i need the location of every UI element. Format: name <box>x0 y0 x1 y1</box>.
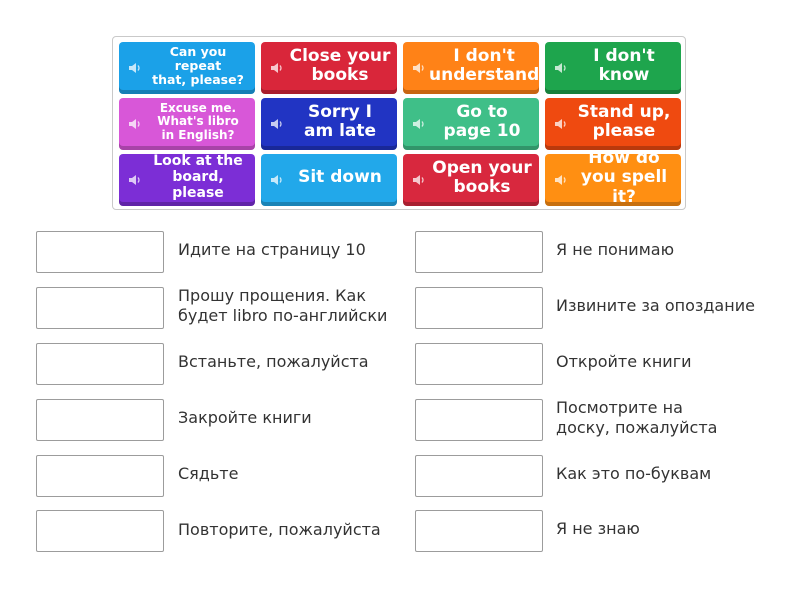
tile-label: I don't know <box>593 45 655 85</box>
answer-tile[interactable] <box>261 42 397 94</box>
tile-label: Stand up, please <box>577 101 671 141</box>
tile-label: How do you spell it? <box>580 148 668 207</box>
tile-label: Excuse me. What's libro in English? <box>157 100 239 142</box>
speaker-icon[interactable] <box>553 173 569 187</box>
answer-tile[interactable] <box>119 98 255 150</box>
prompt-text: Идите на страницу 10 <box>178 240 366 259</box>
answer-tile[interactable] <box>261 98 397 150</box>
speaker-icon[interactable] <box>553 61 569 75</box>
speaker-icon[interactable] <box>411 117 427 131</box>
speaker-icon[interactable] <box>411 173 427 187</box>
prompt-text: Откройте книги <box>556 352 692 371</box>
drop-zone[interactable] <box>36 231 164 273</box>
prompt-text: Я не понимаю <box>556 240 675 259</box>
speaker-icon[interactable] <box>269 173 285 187</box>
speaker-icon[interactable] <box>269 117 285 131</box>
speaker-icon[interactable] <box>127 117 143 131</box>
tile-label: Can you repeat that, please? <box>152 44 244 87</box>
speaker-icon[interactable] <box>269 61 285 75</box>
speaker-icon[interactable] <box>127 173 143 187</box>
tile-label: Go to page 10 <box>443 101 521 141</box>
prompt-text: Сядьте <box>178 464 239 483</box>
drop-zone[interactable] <box>36 510 164 552</box>
prompt-text: Прошу прощения. Как будет libro по-английски <box>178 286 388 325</box>
speaker-icon[interactable] <box>411 61 427 75</box>
speaker-icon[interactable] <box>553 117 569 131</box>
tile-label: Sit down <box>298 167 382 188</box>
drop-zone[interactable] <box>36 455 164 497</box>
speaker-icon[interactable] <box>127 61 143 75</box>
answer-tile[interactable] <box>119 154 255 206</box>
tile-label: Look at the board, please <box>153 153 243 201</box>
drop-zone[interactable] <box>415 510 543 552</box>
prompt-text: Повторите, пожалуйста <box>178 520 381 539</box>
tile-board <box>112 36 686 210</box>
drop-zone[interactable] <box>36 343 164 385</box>
drop-zone[interactable] <box>36 399 164 441</box>
prompt-text: Извините за опоздание <box>556 296 755 315</box>
drop-zone[interactable] <box>415 455 543 497</box>
answer-tile[interactable] <box>119 42 255 94</box>
tile-label: I don't understand <box>429 45 540 85</box>
answer-tile[interactable] <box>403 154 539 206</box>
prompt-text: Я не знаю <box>556 519 640 538</box>
answer-tile[interactable] <box>545 148 681 207</box>
drop-zone[interactable] <box>415 287 543 329</box>
answer-tile[interactable] <box>403 42 539 94</box>
tile-label: Open your books <box>432 157 532 197</box>
tile-label: Sorry I am late <box>303 101 377 141</box>
drop-zone[interactable] <box>36 287 164 329</box>
prompt-text: Как это по-буквам <box>556 464 712 483</box>
drop-zone[interactable] <box>415 343 543 385</box>
prompt-text: Закройте книги <box>178 408 312 427</box>
answer-tile[interactable] <box>403 98 539 150</box>
answer-tile[interactable] <box>261 154 397 206</box>
tile-label: Close your books <box>289 45 391 85</box>
drop-zone[interactable] <box>415 231 543 273</box>
answer-tile[interactable] <box>545 42 681 94</box>
prompt-text: Встаньте, пожалуйста <box>178 352 369 371</box>
drop-zone[interactable] <box>415 399 543 441</box>
answer-tile[interactable] <box>545 98 681 150</box>
prompt-text: Посмотрите на доску, пожалуйста <box>556 398 718 437</box>
